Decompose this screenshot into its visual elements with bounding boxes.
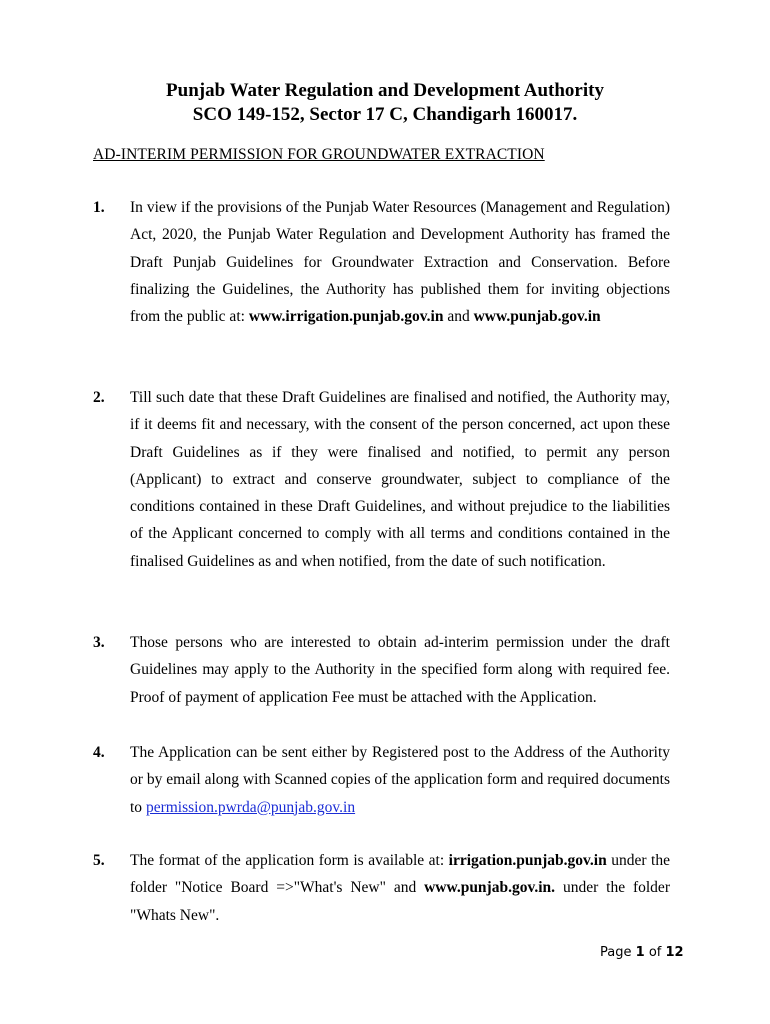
item-number: 2.: [93, 389, 105, 406]
item-number: 5.: [93, 852, 105, 869]
current-page: 1: [635, 945, 645, 960]
of-word: of: [648, 945, 662, 960]
item-text: [130, 739, 670, 821]
item-text-part: under the folder "Notice Board =>"What's New" and: [130, 852, 670, 897]
website-link-irrigation[interactable]: irrigation.punjab.gov.in: [448, 852, 607, 869]
item-text-part: under the folder "Whats New".: [130, 879, 670, 924]
item-text: Till such date that these Draft Guidelines are finalised and notified, the Authority may, if it deems fit and necessary, with the consent of the person concerned, act upon these Draft Guidelines as if they were finalised and notified, to permit any person (Applicant) to extract and conserve groundwater, subject to compliance of the conditions contained in these Draft Guidelines, and without prejudice to the liabilities of the Applicant concerned to comply with all terms and conditions contained in the finalised Guidelines as and when notified, from the date of such notification.: [130, 389, 670, 570]
item-text: Those persons who are interested to obtain ad-interim permission under the draft Guidelines may apply to the Authority in the specified form along with required fee. Proof of payment of application Fee must be attached with the Application.: [130, 634, 670, 706]
item-text-part: The Application can be sent either by Registered post to the Address of the Authority or by email along with Scanned copies of the application form and required documents to: [130, 744, 670, 816]
item-text: [130, 847, 670, 929]
item-text-part: In view if the provisions of the Punjab Water Resources (Management and Regulation) Act, 2020, the Punjab Water Regulation and Development Authority has framed the Draft Punjab Guidelines for Groundwater Extraction and Conservation. Before finalizing the Guidelines, the Authority has published them for inviting objections from the public at:: [130, 199, 670, 326]
item-number: 4.: [93, 744, 105, 761]
website-link-punjab[interactable]: www.punjab.gov.in.: [424, 879, 556, 897]
item-text: [130, 194, 670, 330]
document-heading: AD-INTERIM PERMISSION FOR GROUNDWATER EXTRACTION: [93, 146, 545, 163]
page-number-footer: [600, 945, 684, 960]
item-text-part: and: [443, 308, 474, 326]
page-word: Page: [600, 945, 632, 960]
website-link-punjab[interactable]: www.punjab.gov.in: [473, 308, 601, 326]
organization-title: Punjab Water Regulation and Development Authority: [166, 80, 604, 101]
email-link[interactable]: permission.pwrda@punjab.gov.in: [145, 798, 356, 816]
item-text-part: The format of the application form is available at:: [130, 852, 449, 869]
organization-address: SCO 149-152, Sector 17 C, Chandigarh 160017.: [192, 104, 578, 125]
website-link-irrigation[interactable]: www.irrigation.punjab.gov.in: [248, 308, 444, 326]
item-number: 1.: [93, 199, 105, 216]
item-number: 3.: [93, 634, 105, 651]
total-pages: 12: [665, 945, 684, 960]
